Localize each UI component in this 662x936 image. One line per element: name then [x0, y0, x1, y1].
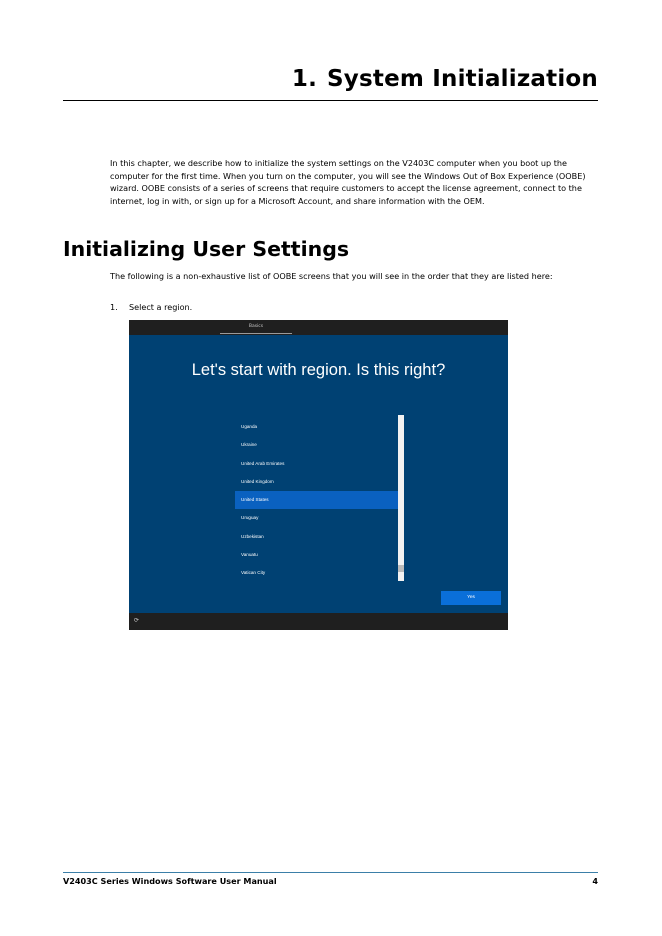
intro-paragraph: In this chapter, we describe how to initialize the system settings on the V2403C computer when you boot up the computer for the first time. When you turn on the computer, you will see the Windows Out of Box Experience (OOBE) wizard. OOBE consists of a series of screens that require customers to accept the license agreement, connect to the internet, log in with, or sign up for a Microsoft Account, and share information with the OEM.	[110, 158, 586, 206]
region-item: Vatican City	[241, 570, 266, 576]
oobe-top-bar	[129, 320, 508, 335]
region-item: United Arab Emirates	[241, 460, 285, 466]
region-scrollbar	[398, 415, 404, 581]
ease-of-access-icon: ⟳	[134, 617, 140, 624]
region-item: Uganda	[241, 424, 258, 429]
region-item: Vanuatu	[241, 552, 258, 558]
region-item: Uzbekistan	[241, 533, 264, 539]
tab-underline	[220, 333, 292, 334]
yes-button: Yes	[441, 591, 501, 605]
step-number: 1.	[110, 302, 118, 312]
step-text: Select a region.	[129, 302, 193, 312]
footer-divider	[63, 872, 598, 873]
chapter-number: 1.	[291, 66, 318, 92]
region-item: Uruguay	[241, 515, 259, 521]
section-heading: Initializing User Settings	[63, 237, 350, 261]
section-intro: The following is a non-exhaustive list of OOBE screens that you will see in the order that they are listed here:	[110, 271, 553, 281]
chapter-title-text: System Initialization	[327, 66, 598, 92]
step-item	[110, 301, 192, 313]
page-number: 4	[592, 876, 598, 886]
oobe-headline: Let's start with region. Is this right?	[191, 361, 446, 379]
oobe-bottom-bar	[129, 613, 508, 630]
chapter-title	[292, 66, 598, 92]
region-item: Ukraine	[241, 442, 257, 448]
title-divider	[63, 100, 598, 101]
tab-basics: Basics	[248, 324, 264, 329]
region-item-selected: United States	[235, 491, 399, 509]
region-list	[235, 418, 399, 583]
region-item: United Kingdom	[241, 478, 274, 484]
region-scroll-thumb	[398, 565, 404, 572]
footer-title: V2403C Series Windows Software User Manual	[63, 876, 277, 886]
oobe-region-screenshot	[129, 320, 508, 630]
